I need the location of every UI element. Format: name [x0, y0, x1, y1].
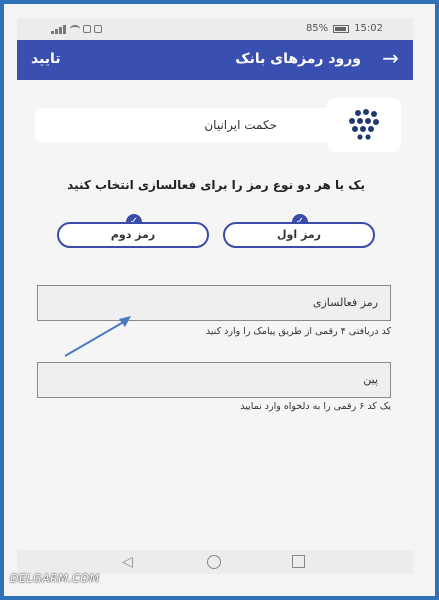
status-bar: [17, 18, 413, 40]
arrow-right-icon[interactable]: →: [382, 46, 399, 70]
nav-recent-icon[interactable]: [292, 555, 305, 568]
instruction-text: یک یا هر دو نوع رمز را برای فعالسازی انتخاب کنید: [67, 178, 365, 192]
app-bar: [17, 40, 413, 80]
watermark: DELGARM.COM: [10, 572, 100, 585]
pin-placeholder: پین: [363, 373, 378, 386]
password-type-label: رمز اول: [277, 228, 321, 241]
activation-code-placeholder: رمز فعالسازی: [312, 296, 378, 309]
battery-percent: 85%: [305, 23, 329, 34]
bank-logo-icon: [327, 98, 401, 152]
password-type-second[interactable]: [57, 222, 209, 248]
pin-input[interactable]: [37, 362, 391, 398]
phone-screen: [17, 18, 413, 574]
password-type-label: رمز دوم: [110, 228, 156, 241]
battery-icon: [333, 25, 349, 33]
wifi-icon: [70, 25, 80, 33]
main-content: [17, 80, 413, 550]
confirm-button[interactable]: تایید: [31, 51, 61, 67]
bank-name: حکمت ایرانیان: [204, 118, 277, 132]
status-icons-left: [51, 23, 102, 34]
pin-helper: یک کد ۶ رقمی را به دلخواه وارد نمایید: [240, 401, 391, 412]
app-notification-icon: [94, 25, 102, 33]
annotation-arrow-icon: [57, 308, 137, 360]
nav-home-icon[interactable]: [207, 555, 221, 569]
status-icons-right: [306, 23, 383, 34]
activation-code-helper: کد دریافتی ۴ رقمی از طریق پیامک را وارد کنید: [205, 326, 391, 337]
signal-icon: [51, 23, 67, 34]
clock: 15:02: [354, 23, 383, 34]
password-type-first[interactable]: [223, 222, 375, 248]
system-nav-bar: [17, 550, 413, 574]
nav-back-icon[interactable]: ◁: [122, 554, 133, 570]
notification-icon: [83, 25, 91, 33]
page-title: ورود رمزهای بانک: [235, 51, 361, 67]
bank-card[interactable]: [35, 108, 331, 142]
